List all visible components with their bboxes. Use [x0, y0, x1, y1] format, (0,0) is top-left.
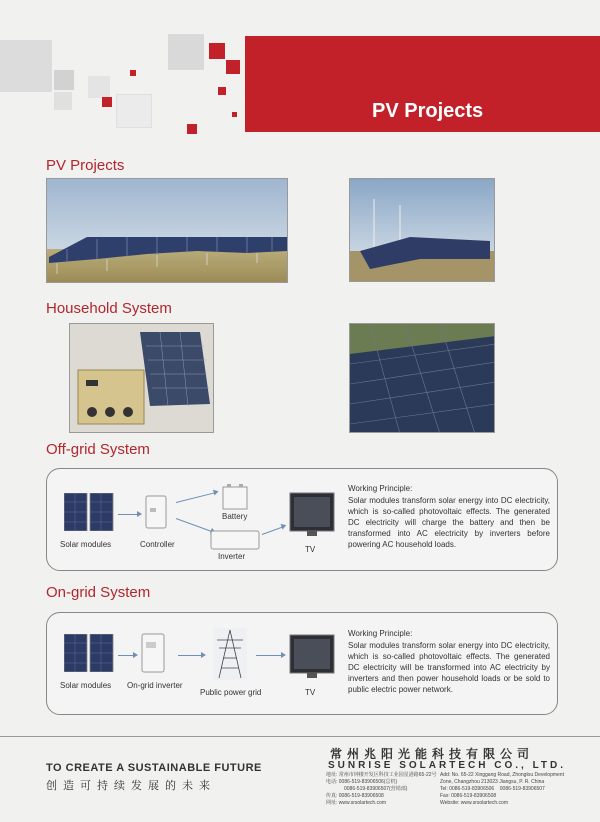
addr-en1: Add: No. 65-22 Xinggang Road, Zhonglou Development — [440, 772, 564, 778]
footer-slogan-cn: 创造可持续发展的未来 — [46, 780, 216, 792]
tel-cn2: 0086-519-83906507(营销部) — [344, 786, 408, 792]
fax-cn: 传真: 0086-519-83906508 — [326, 793, 384, 799]
power-tower-icon — [213, 628, 247, 685]
decor-square — [168, 34, 204, 70]
decor-square — [187, 124, 197, 134]
decor-square — [209, 43, 225, 59]
offgrid-label-controller: Controller — [140, 540, 175, 549]
decor-square — [102, 97, 112, 107]
offgrid-label-battery: Battery — [222, 512, 248, 521]
ongrid-label-inverter: On-grid inverter — [127, 681, 183, 690]
decor-square — [226, 60, 240, 74]
decor-square — [54, 92, 72, 110]
ongrid-inverter-icon — [140, 632, 166, 679]
offgrid-tv-icon — [289, 492, 335, 543]
section-title-household: Household System — [46, 300, 172, 317]
photo-wind-solar — [349, 178, 495, 282]
offgrid-wp-text: Solar modules transform solar energy into DC electricity, which is so-called photovoltaic effects. The generated DC electricity will charge the battery and then be transformed into AC electricity by inverters before powering AC household loads. — [348, 496, 550, 549]
web-cn: 网址: www.srsolartech.com — [326, 800, 387, 806]
footer-address-cn — [326, 772, 437, 807]
ongrid-wp-text: Solar modules transform solar energy into DC electricity, which is so-called photovoltaic effects. The generated DC electricity will be transformed into AC electricity by inverters and then power household loads or be sold to public electric power network. — [348, 641, 550, 694]
photo-solar-field — [46, 178, 288, 283]
decor-square — [116, 94, 152, 128]
footer-divider — [0, 736, 600, 737]
ongrid-arrow-solar-inverter — [118, 655, 134, 656]
decor-square — [218, 87, 226, 95]
ongrid-solar-modules-icon — [64, 634, 114, 677]
web-en: Website: www.srsolartech.com — [440, 800, 508, 806]
footer-slogan-en: TO CREATE A SUSTAINABLE FUTURE — [46, 762, 262, 774]
ongrid-arrow-grid-tv — [256, 655, 282, 656]
addr-en2: Zone, Changzhou 213023 Jiangsu, P. R. China — [440, 779, 545, 785]
decor-square — [88, 76, 110, 98]
section-title-ongrid: On-grid System — [46, 584, 151, 601]
ongrid-label-solar: Solar modules — [60, 681, 112, 690]
tel-cn1: 电话: 0086-519-83906506(总机) — [326, 779, 398, 785]
offgrid-label-tv: TV — [305, 545, 316, 554]
section-title-pv-projects: PV Projects — [46, 157, 125, 174]
company-name-cn: 常州兆阳光能科技有限公司 — [330, 747, 535, 761]
page-title: PV Projects — [372, 100, 484, 122]
battery-icon — [222, 484, 248, 515]
decor-square — [54, 70, 74, 90]
offgrid-wp-title: Working Principle: — [348, 484, 413, 493]
ongrid-label-tv: TV — [305, 688, 316, 697]
photo-rooftop-array — [349, 323, 495, 433]
decor-square — [232, 112, 237, 117]
offgrid-arrow-solar-controller — [118, 514, 138, 515]
ongrid-label-grid: Public power grid — [200, 688, 262, 697]
section-title-offgrid: Off-grid System — [46, 441, 150, 458]
company-name-en: SUNRISE SOLARTECH CO., LTD. — [328, 760, 567, 771]
offgrid-solar-modules-icon — [64, 493, 114, 536]
offgrid-label-solar: Solar modules — [60, 540, 112, 549]
addr-cn: 地址: 常州市钟楼开发区科技工业园星港路65-22号 — [326, 772, 437, 778]
photo-household-kit — [69, 323, 214, 433]
controller-icon — [144, 494, 168, 535]
tel-en — [440, 786, 564, 793]
ongrid-tv-icon — [289, 634, 335, 685]
decor-square — [130, 70, 136, 76]
offgrid-label-inverter: Inverter — [218, 552, 246, 561]
fax-en: Fax: 0086-519-83906508 — [440, 793, 497, 799]
tel-en1: Tel: 0086-519-83906506 — [440, 786, 495, 792]
tel-en2: 0086-519-83906507 — [499, 786, 545, 792]
footer-address-en — [440, 772, 564, 807]
ongrid-wp-title: Working Principle: — [348, 629, 413, 638]
ongrid-arrow-inverter-grid — [178, 655, 202, 656]
decor-square — [0, 40, 52, 92]
